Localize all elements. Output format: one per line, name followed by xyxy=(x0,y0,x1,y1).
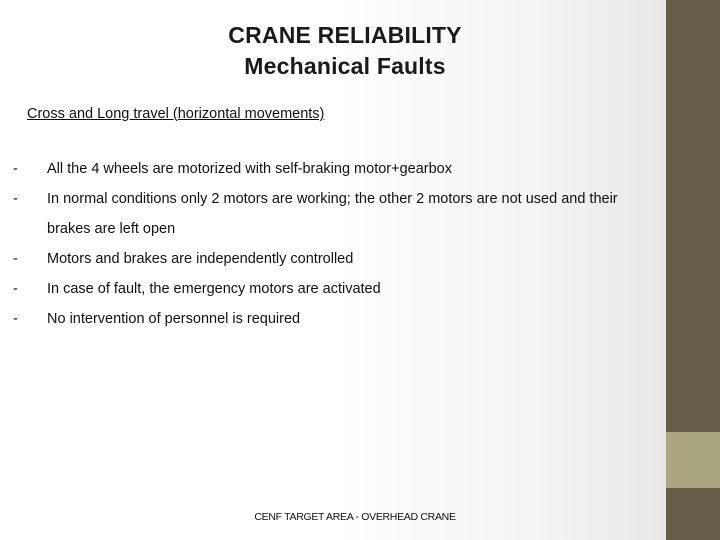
slide-title xyxy=(0,20,690,82)
bullet-item xyxy=(13,304,647,334)
sidebar-accent-band xyxy=(666,432,720,488)
bullet-dash: - xyxy=(13,311,18,327)
slide-footer: CENF TARGET AREA - OVERHEAD CRANE xyxy=(254,511,456,523)
bullet-text: No intervention of personnel is required xyxy=(47,311,301,327)
bullet-text: Motors and brakes are independently controlled xyxy=(47,251,354,267)
bullet-text: In normal conditions only 2 motors are working; the other 2 motors are not used and their brakes are left open xyxy=(47,191,618,237)
bullet-item xyxy=(13,244,647,274)
bullet-list xyxy=(13,154,647,334)
bullet-text: All the 4 wheels are motorized with self-braking motor+gearbox xyxy=(47,161,452,177)
bullet-dash: - xyxy=(13,191,18,207)
section-heading: Cross and Long travel (horizontal movements) xyxy=(27,106,325,122)
title-line-1: CRANE RELIABILITY xyxy=(228,22,462,48)
bullet-item xyxy=(13,154,647,184)
title-line-2: Mechanical Faults xyxy=(244,53,446,79)
bullet-dash: - xyxy=(13,281,18,297)
bullet-dash: - xyxy=(13,251,18,267)
bullet-dash: - xyxy=(13,161,18,177)
bullet-item xyxy=(13,184,647,244)
bullet-item xyxy=(13,274,647,304)
bullet-text: In case of fault, the emergency motors are activated xyxy=(47,281,381,297)
